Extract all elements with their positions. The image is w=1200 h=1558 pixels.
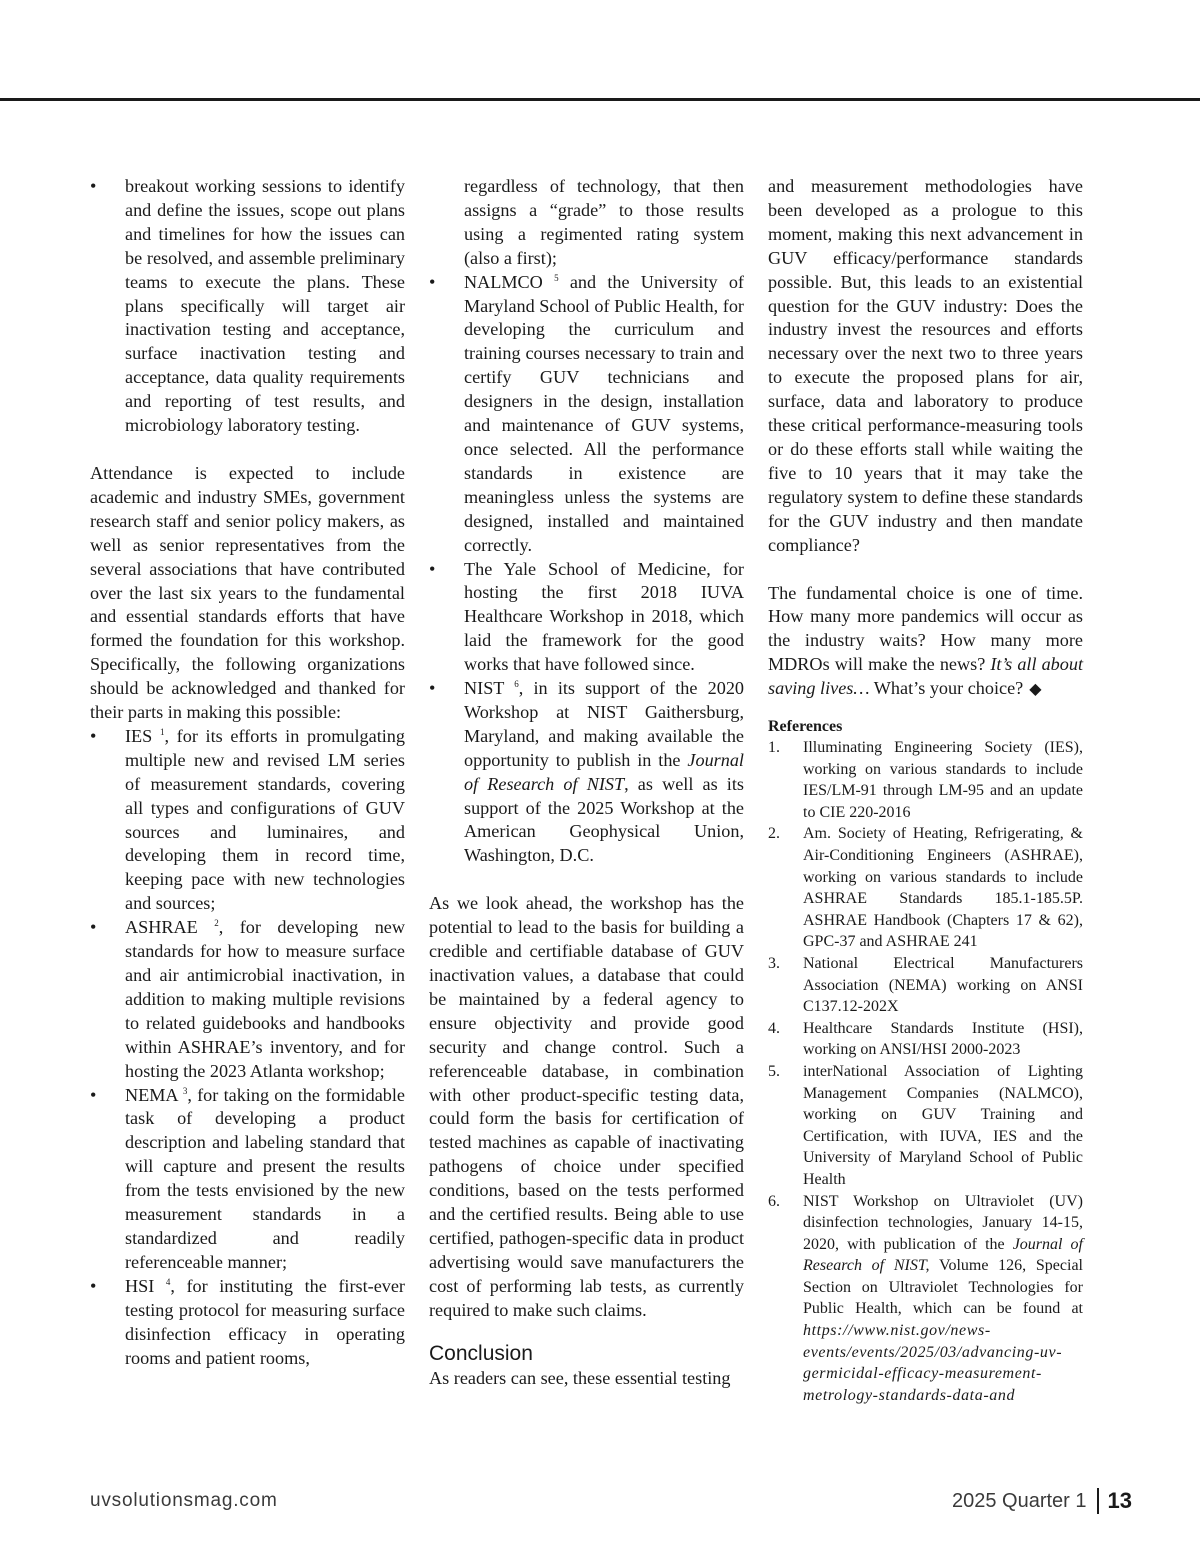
conclusion-heading: Conclusion bbox=[429, 1341, 533, 1365]
choice-italic: It’s all about saving lives… bbox=[768, 654, 1084, 699]
footnote-marker: 1 bbox=[159, 726, 165, 737]
references-list bbox=[768, 737, 1083, 1406]
org-description: , for developing new standards for how to measure surface and air antimicrobial inactivation, in addition to making multiple revisions to related guidebooks and handbooks within ASHRAE’s inventory, and for hosting the 2023 Atlanta workshop; bbox=[125, 917, 405, 1081]
org-item-ies bbox=[90, 725, 405, 916]
choice-end: What’s your choice? bbox=[873, 678, 1024, 699]
reference-item bbox=[768, 1191, 1083, 1407]
column-1 bbox=[90, 175, 405, 1370]
reference-number: 6. bbox=[768, 1192, 780, 1210]
footnote-marker: 5 bbox=[554, 272, 559, 283]
org-description-end: , as well as its support of the 2025 Workshop at the American Geophysical Union, Washington, D.C. bbox=[464, 773, 744, 866]
reference-text: Am. Society of Heating, Refrigerating, & Air-Conditioning Engineers (ASHRAE), working on various standards to include ASHRAE Standards 185.1-185.5P. ASHRAE Handbook (Chapters 17 & 62), GPC-37 and ASHRAE 241 bbox=[803, 825, 1083, 951]
bullet-list-breakout bbox=[90, 175, 405, 438]
org-item-nalmco bbox=[429, 271, 744, 558]
page-number: 13 bbox=[1107, 1488, 1132, 1513]
org-item-hsi bbox=[90, 1275, 405, 1371]
org-name: HSI bbox=[125, 1275, 155, 1296]
reference-text: Illuminating Engineering Society (IES), working on various standards to include IES/LM-91 through LM-95 and an update to CIE 220-2016 bbox=[803, 739, 1083, 821]
org-name: IES bbox=[125, 725, 153, 746]
footnote-marker: 6 bbox=[514, 679, 519, 690]
diamond-end-icon: ◆ bbox=[1029, 681, 1042, 699]
org-item-nema bbox=[90, 1084, 405, 1275]
org-description: , for its efforts in promulgating multiple new and revised LM series of measurement standards, covering all types and configurations of GUV sources and luminaires, and developing them in record time, keeping pace with new technologies and sources; bbox=[125, 725, 405, 914]
org-item-yale bbox=[429, 558, 744, 678]
conclusion-paragraph-start: As readers can see, these essential testing bbox=[429, 1367, 731, 1388]
conclusion-paragraph-cont: and measurement methodologies have been developed as a prologue to this moment, making this next advancement in GUV efficacy/performance standards possible. But, this leads to an existential question for the GUV industry: Does the industry invest the resources and efforts necessary over the next two to three years to execute the proposed plans for air, surface, data and laboratory to produce these critical performance-measuring tools or do these efforts stall while waiting the five to 10 years that it may take the regulatory system to define these standards for the GUV industry and then mandate compliance? bbox=[768, 176, 1083, 555]
org-description: , for instituting the first-ever testing protocol for measuring surface disinfection efficacy in operating rooms and patient rooms, bbox=[125, 1275, 405, 1368]
attendance-paragraph: Attendance is expected to include academic and industry SMEs, government research staff and senior policy makers, as well as senior representatives from the several associations that have contributed over the last six years to the fundamental and essential standards efforts that have formed the foundation for this workshop. Specifically, the following organizations should be acknowledged and thanked for their parts in making this possible: bbox=[90, 462, 405, 723]
footer-website: uvsolutionsmag.com bbox=[90, 1490, 278, 1511]
organizations-list-cont bbox=[429, 271, 744, 869]
org-description: The Yale School of Medicine, for hosting the first 2018 IUVA Healthcare Workshop in 2018, which laid the framework for the good works that have followed since. bbox=[464, 558, 744, 675]
reference-number: 1. bbox=[768, 739, 780, 757]
reference-text: NIST Workshop on Ultraviolet (UV) disinfection technologies, January 14-15, 2020, with publication of the bbox=[803, 1192, 1083, 1253]
footer-issue: 2025 Quarter 1 bbox=[951, 1489, 1087, 1512]
reference-item bbox=[768, 1018, 1083, 1061]
reference-url-link[interactable]: https://www.nist.gov/news-events/events/2025/03/advancing-uv-germicidal-efficacy-measurement-metrology-standards-data-and bbox=[803, 1322, 1063, 1404]
reference-text: National Electrical Manufacturers Association (NEMA) working on ANSI C137.12-202X bbox=[803, 954, 1083, 1016]
reference-text-end: Volume 126, Special Section on Ultraviolet Technologies for Public Health, which can be found at bbox=[803, 1257, 1084, 1318]
org-name: ASHRAE bbox=[125, 917, 198, 938]
footer-separator bbox=[1097, 1488, 1099, 1514]
org-description: , in its support of the 2020 Workshop at NIST Gaithersburg, Maryland, and making available the opportunity to publish in the bbox=[464, 678, 745, 770]
reference-number: 3. bbox=[768, 954, 780, 972]
header-rule bbox=[0, 98, 1200, 101]
footnote-marker: 3 bbox=[182, 1085, 188, 1096]
column-3 bbox=[768, 175, 1083, 1406]
reference-text: interNational Association of Lighting Management Companies (NALMCO), working on GUV Training and Certification, with IUVA, IES and the University of Maryland School of Public Health bbox=[803, 1062, 1083, 1188]
journal-title: Journal of Research of NIST bbox=[464, 749, 744, 794]
hsi-continuation: regardless of technology, that then assigns a “grade” to those results using a regimented rating system (also a first); bbox=[464, 176, 744, 268]
org-item-ashrae bbox=[90, 916, 405, 1083]
journal-title: Journal of Research of NIST, bbox=[803, 1235, 1083, 1275]
reference-text: Healthcare Standards Institute (HSI), working on ANSI/HSI 2000-2023 bbox=[803, 1019, 1083, 1059]
reference-item bbox=[768, 823, 1083, 953]
reference-item bbox=[768, 953, 1083, 1018]
footnote-marker: 2 bbox=[214, 918, 219, 929]
org-name: NALMCO bbox=[464, 271, 543, 292]
organizations-list bbox=[90, 725, 405, 1370]
references-heading: References bbox=[768, 718, 843, 736]
org-item-nist bbox=[429, 677, 744, 868]
bullet-breakout-text: breakout working sessions to identify and define the issues, scope out plans and timelines for how the issues can be resolved, and assemble preliminary teams to execute the plans. These plans specifically will target air inactivation testing and acceptance, surface inactivation testing and acceptance, data quality requirements and reporting of test results, and microbiology laboratory testing. bbox=[125, 176, 405, 436]
reference-number: 5. bbox=[768, 1062, 780, 1080]
column-2 bbox=[429, 175, 744, 1391]
reference-number: 2. bbox=[768, 825, 780, 843]
choice-paragraph bbox=[768, 582, 1083, 703]
footer-issue-block bbox=[952, 1488, 1132, 1514]
org-description: , for taking on the formidable task of developing a product description and labeling standard that will capture and present the results from the tests envisioned by the new measurement standards in a standardized and readily referenceable manner; bbox=[125, 1084, 406, 1272]
reference-number: 4. bbox=[768, 1019, 780, 1037]
reference-item bbox=[768, 737, 1083, 823]
look-ahead-paragraph: As we look ahead, the workshop has the potential to lead to the basis for building a credible and certifiable database of GUV inactivation values, a database that could be maintained by a federal agency to ensure objectivity and provide good security and change control. Such a referenceable database, in combination with other product-specific testing data, could form the basis for certification of tested machines as capable of inactivating pathogens of choice under specified conditions, based on the tests performed and the certified results. Being able to use certified, pathogen-specific data in product advertising would save manufacturers the cost of performing lab tests, as currently required to make such claims. bbox=[429, 893, 744, 1320]
reference-item bbox=[768, 1061, 1083, 1191]
org-name: NIST bbox=[464, 678, 505, 699]
choice-text: The fundamental choice is one of time. How many more pandemics will occur as the industry waits? How many more MDROs will make the news? bbox=[768, 582, 1083, 675]
footnote-marker: 4 bbox=[165, 1276, 171, 1287]
bullet-breakout-sessions bbox=[90, 175, 405, 438]
org-description: and the University of Maryland School of Public Health, for developing the curriculum and training courses necessary to train and certify GUV technicians and designers in the design, installation and maintenance of GUV systems, once selected. All the performance standards in existence are meaningless unless the systems are designed, installed and maintained correctly. bbox=[464, 271, 744, 555]
org-name: NEMA bbox=[125, 1084, 178, 1105]
